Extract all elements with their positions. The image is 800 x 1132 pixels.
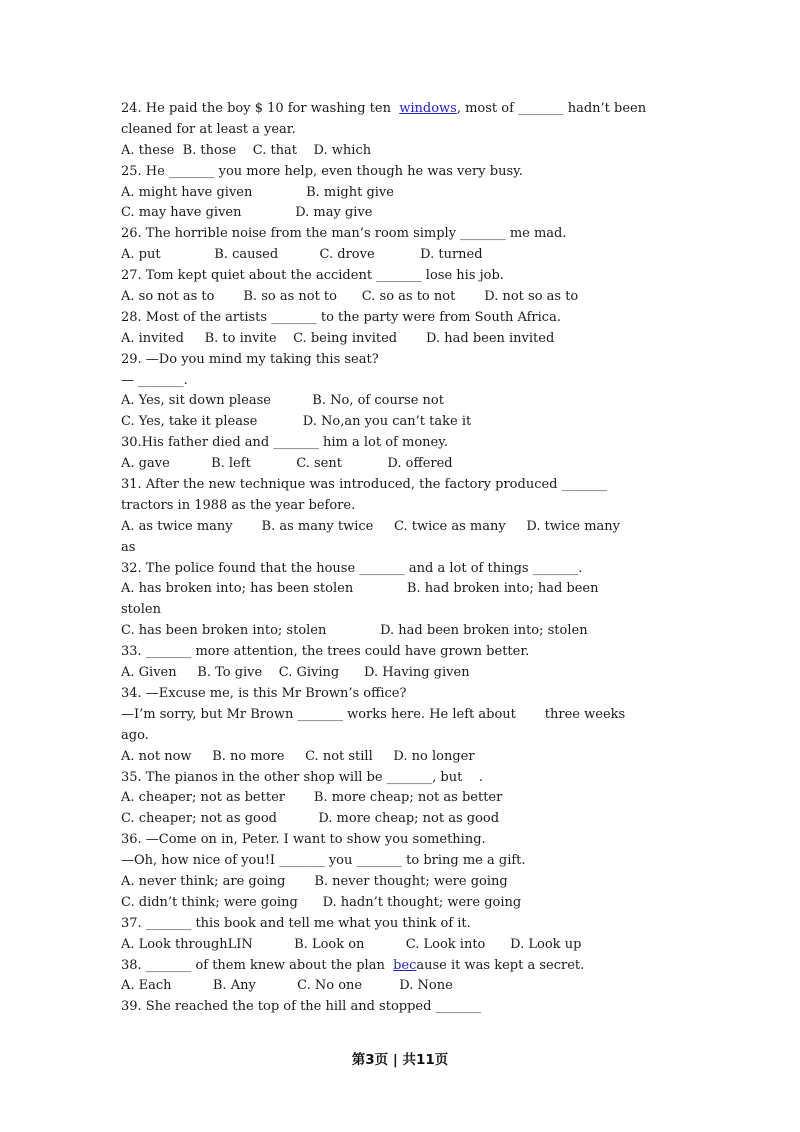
text-segment: stolen xyxy=(121,602,161,618)
text-segment: 35. The pianos in the other shop will be _______, but . xyxy=(121,769,484,785)
text-line xyxy=(121,99,691,120)
text-segment: 38. _______ of them knew about the plan xyxy=(121,957,394,973)
text-segment: A. has broken into; has been stolen B. had broken into; had been xyxy=(121,581,599,597)
text-segment: 29. —Do you mind my taking this seat? xyxy=(121,351,379,367)
text-segment: 26. The horrible noise from the man’s room simply _______ me mad. xyxy=(121,226,567,242)
text-segment: ago. xyxy=(121,727,149,743)
text-segment: — _______. xyxy=(121,372,188,388)
text-segment: 31. After the new technique was introduced, the factory produced _______ xyxy=(121,477,608,493)
page-footer: 第3页 | 共11页 xyxy=(351,1052,449,1068)
text-line xyxy=(121,245,691,266)
text-segment: 37. _______ this book and tell me what you think of it. xyxy=(121,915,471,931)
text-segment: A. Yes, sit down please B. No, of course not xyxy=(121,393,444,409)
text-segment: 34. —Excuse me, is this Mr Brown’s office? xyxy=(121,685,407,701)
text-segment: A. not now B. no more C. not still D. no longer xyxy=(121,748,475,764)
text-segment: A. cheaper; not as better B. more cheap; not as better xyxy=(121,790,503,806)
text-segment: 24. He paid the boy $ 10 for washing ten xyxy=(121,101,400,116)
text-line xyxy=(121,726,691,747)
text-line xyxy=(121,809,691,830)
text-line xyxy=(121,851,691,872)
text-line xyxy=(121,705,691,726)
text-segment: —I’m sorry, but Mr Brown _______ works here. He left about three weeks xyxy=(121,706,626,722)
text-line xyxy=(121,454,691,475)
text-line xyxy=(121,663,691,684)
text-segment: A. Each B. Any C. No one D. None xyxy=(121,978,453,994)
text-segment: A. invited B. to invite C. being invited D. had been invited xyxy=(121,330,555,346)
text-line xyxy=(121,391,691,412)
question-text xyxy=(121,99,691,1018)
text-line xyxy=(121,768,691,789)
text-line xyxy=(121,788,691,809)
text-line xyxy=(121,203,691,224)
text-segment: A. gave B. left C. sent D. offered xyxy=(121,456,453,472)
text-segment: C. has been broken into; stolen D. had been broken into; stolen xyxy=(121,623,588,639)
text-segment: C. may have given D. may give xyxy=(121,205,373,221)
text-line xyxy=(121,976,691,997)
text-line xyxy=(121,475,691,496)
text-line xyxy=(121,308,691,329)
text-line xyxy=(121,621,691,642)
text-line xyxy=(121,162,691,183)
text-segment: C. Yes, take it please D. No,an you can’t take it xyxy=(121,414,472,430)
text-segment: tractors in 1988 as the year before. xyxy=(121,497,356,513)
text-line xyxy=(121,412,691,433)
text-line xyxy=(121,600,691,621)
text-line xyxy=(121,141,691,162)
text-segment: A. so not as to B. so as not to C. so as to not D. not so as to xyxy=(121,289,579,305)
text-line xyxy=(121,559,691,580)
text-segment: A. never think; are going B. never thought; were going xyxy=(121,873,508,889)
text-segment: 36. —Come on in, Peter. I want to show you something. xyxy=(121,832,486,848)
text-segment: C. didn’t think; were going D. hadn’t thought; were going xyxy=(121,894,522,910)
text-segment: as xyxy=(121,539,136,555)
text-line xyxy=(121,538,691,559)
text-line xyxy=(121,496,691,517)
text-segment: A. might have given B. might give xyxy=(121,184,394,200)
text-line xyxy=(121,872,691,893)
text-segment: —Oh, how nice of you!I _______ you _______ to bring me a gift. xyxy=(121,853,526,869)
text-line xyxy=(121,997,691,1018)
text-line xyxy=(121,935,691,956)
text-segment: 28. Most of the artists _______ to the party were from South Africa. xyxy=(121,309,561,325)
text-segment: 25. He _______ you more help, even though he was very busy. xyxy=(121,163,523,179)
text-segment: , most of _______ hadn’t been xyxy=(456,101,647,116)
text-segment: A. Look throughLIN B. Look on C. Look into D. Look up xyxy=(121,936,582,952)
text-segment: C. cheaper; not as good D. more cheap; not as good xyxy=(121,811,500,827)
text-segment: 30.His father died and _______ him a lot of money. xyxy=(121,435,448,451)
text-segment: A. these B. those C. that D. which xyxy=(121,142,372,158)
text-segment: 39. She reached the top of the hill and stopped _______ xyxy=(121,999,482,1015)
text-segment: A. as twice many B. as many twice C. twice as many D. twice many xyxy=(121,518,620,534)
text-line xyxy=(121,914,691,935)
text-line xyxy=(121,684,691,705)
text-line xyxy=(121,350,691,371)
text-line xyxy=(121,266,691,287)
text-line xyxy=(121,287,691,308)
text-line xyxy=(121,329,691,350)
text-line xyxy=(121,893,691,914)
hyperlink[interactable]: bec xyxy=(393,957,417,973)
text-segment: 32. The police found that the house _______ and a lot of things _______. xyxy=(121,560,583,576)
text-segment: 33. _______ more attention, the trees could have grown better. xyxy=(121,644,530,660)
text-line xyxy=(121,183,691,204)
text-line xyxy=(121,120,691,141)
text-line xyxy=(121,517,691,538)
text-line xyxy=(121,371,691,392)
text-line xyxy=(121,579,691,600)
text-line xyxy=(121,956,691,977)
text-segment: cleaned for at least a year. xyxy=(121,121,296,137)
text-line xyxy=(121,642,691,663)
hyperlink[interactable]: windows xyxy=(399,101,457,116)
text-line xyxy=(121,747,691,768)
text-line xyxy=(121,224,691,245)
text-segment: 27. Tom kept quiet about the accident _______ lose his job. xyxy=(121,268,504,284)
text-segment: ause it was kept a secret. xyxy=(416,957,585,973)
text-line xyxy=(121,830,691,851)
text-segment: A. put B. caused C. drove D. turned xyxy=(121,247,483,263)
text-line xyxy=(121,433,691,454)
text-segment: A. Given B. To give C. Giving D. Having given xyxy=(121,665,470,681)
